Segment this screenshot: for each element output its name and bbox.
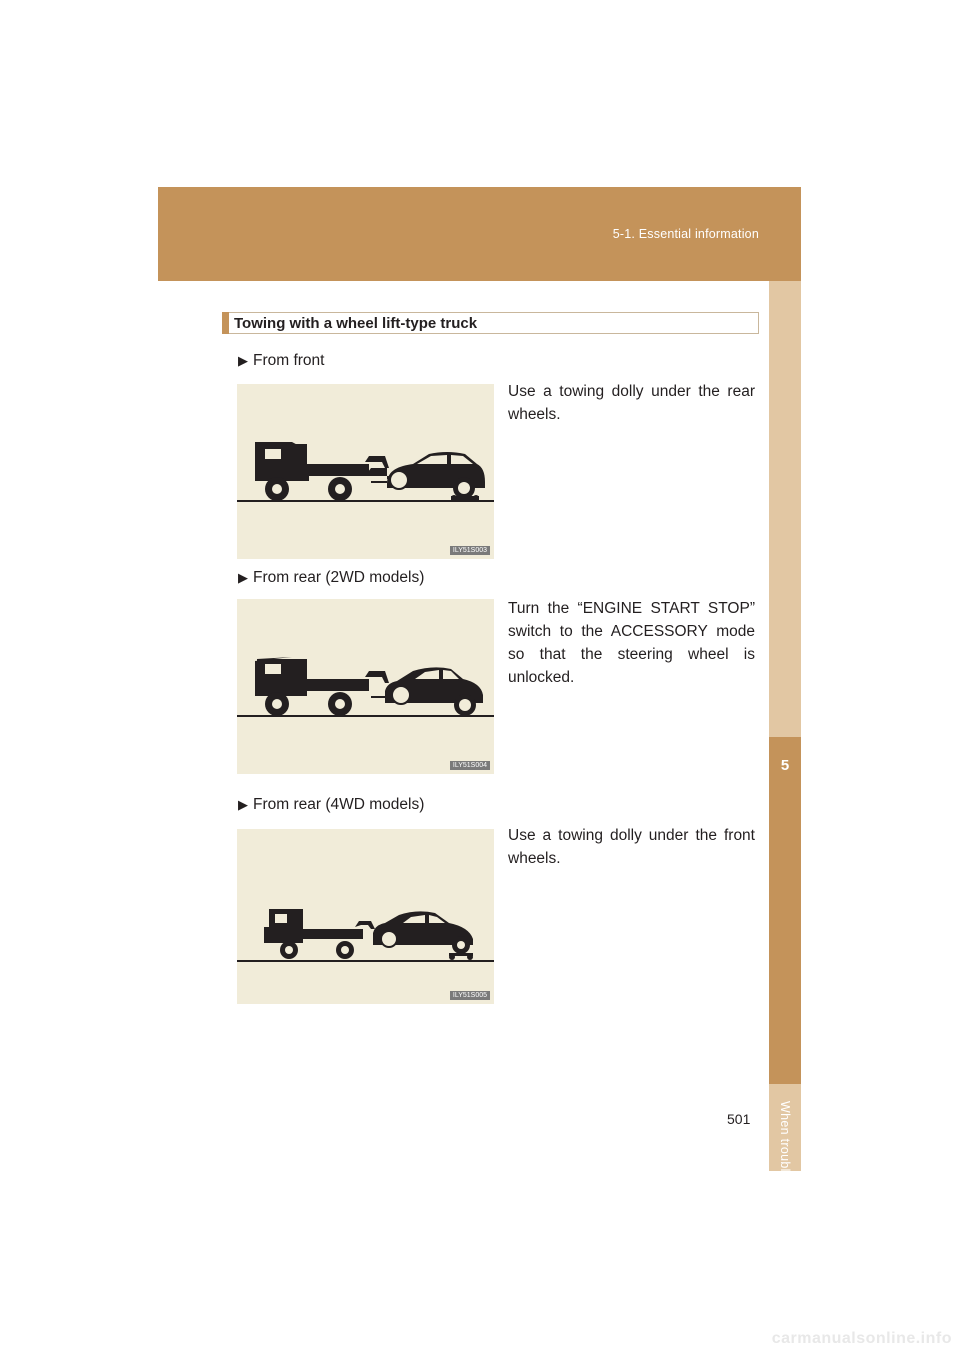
watermark: carmanualsonline.info	[771, 1330, 952, 1347]
figure-code: ILY51S003	[450, 546, 490, 555]
chapter-tab-active	[769, 737, 801, 1084]
section-header-title: 5-1. Essential information	[612, 227, 759, 241]
header-band	[158, 187, 801, 281]
figure-code: ILY51S004	[450, 761, 490, 770]
triangle-bullet-icon: ▶	[238, 353, 248, 368]
triangle-bullet-icon: ▶	[238, 570, 248, 585]
description-from-rear-2wd: Turn the “ENGINE START STOP” switch to the ACCESSORY mode so that the steering wheel is unlocked.	[508, 600, 755, 686]
page-number: 501	[727, 1111, 751, 1127]
tow-truck-rear-2wd-illustration	[237, 599, 494, 774]
bullet-from-rear-4wd	[238, 796, 424, 814]
bullet-label: From rear (2WD models)	[253, 569, 425, 586]
figure-towing-from-front	[237, 384, 494, 559]
heading-accent-bar	[222, 312, 229, 334]
bullet-label: From rear (4WD models)	[253, 796, 425, 813]
section-heading	[222, 312, 759, 334]
figure-towing-from-rear-2wd	[237, 599, 494, 774]
bullet-label: From front	[253, 352, 325, 369]
chapter-side-tab	[769, 281, 801, 1218]
description-from-front: Use a towing dolly under the rear wheels.	[508, 383, 755, 423]
section-heading-text: Towing with a wheel lift-type truck	[234, 315, 478, 332]
tow-truck-rear-4wd-illustration	[237, 829, 494, 1004]
bullet-from-rear-2wd	[238, 569, 424, 587]
triangle-bullet-icon: ▶	[238, 797, 248, 812]
figure-towing-from-rear-4wd	[237, 829, 494, 1004]
bullet-from-front	[238, 352, 324, 370]
tow-truck-front-illustration	[237, 384, 494, 559]
figure-code: ILY51S005	[450, 991, 490, 1000]
chapter-number: 5	[780, 757, 790, 774]
description-from-rear-4wd: Use a towing dolly under the front wheels.	[508, 827, 755, 867]
chapter-title: When trouble arises	[778, 1101, 792, 1218]
